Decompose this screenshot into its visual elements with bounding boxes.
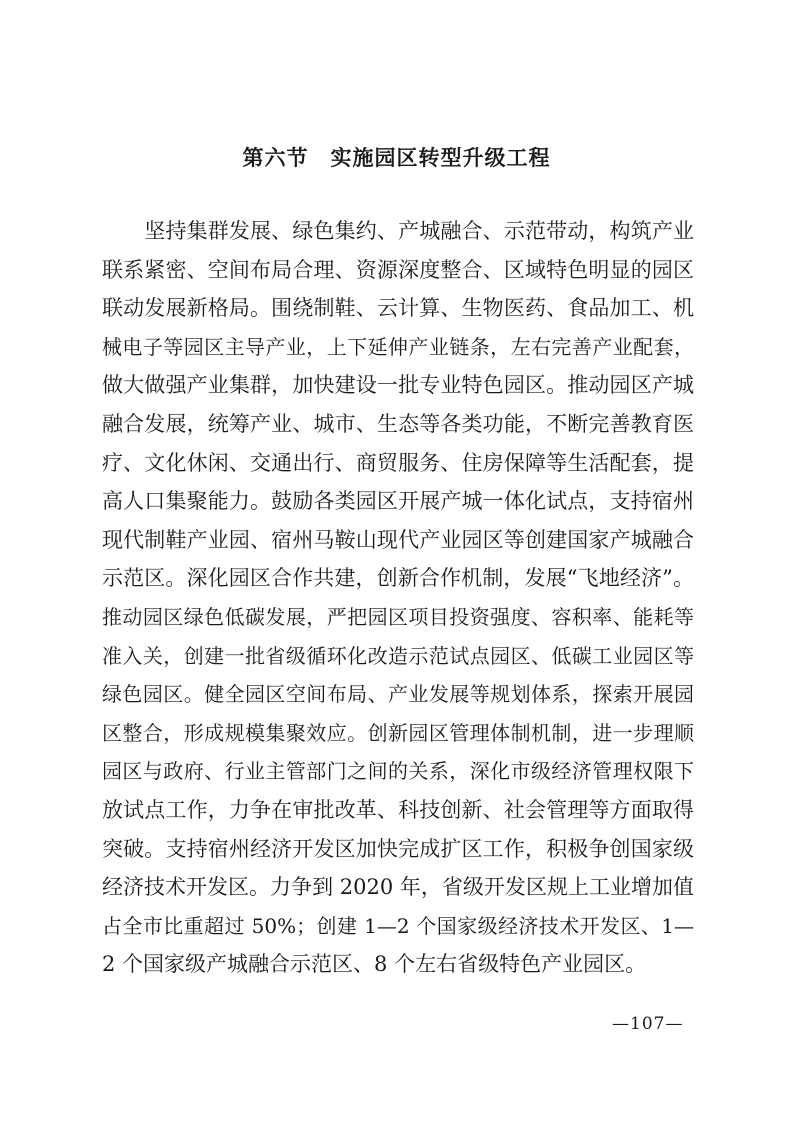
text-line: 械电子等园区主导产业，上下延伸产业链条，左右完善产业配套， — [102, 334, 694, 359]
text-line: 园区与政府、行业主管部门之间的关系，深化市级经济管理权限下 — [102, 759, 694, 784]
text-line: 坚持集群发展、绿色集约、产城融合、示范带动，构筑产业 — [102, 219, 694, 243]
text-line: 高人口集聚能力。鼓励各类园区开展产城一体化试点，支持宿州 — [102, 489, 694, 514]
text-line: 疗、文化休闲、交通出行、商贸服务、住房保障等生活配套，提 — [102, 450, 694, 475]
text-line: 区整合，形成规模集聚效应。创新园区管理体制机制，进一步理顺 — [102, 720, 694, 745]
text-line: 放试点工作，力争在审批改革、科技创新、社会管理等方面取得 — [102, 797, 694, 822]
text-line: 现代制鞋产业园、宿州马鞍山现代产业园区等创建国家产城融合 — [102, 527, 694, 552]
section-title: 第六节 实施园区转型升级工程 — [242, 146, 551, 170]
text-line: 示范区。深化园区合作共建，创新合作机制，发展“飞地经济”。 — [102, 566, 694, 591]
page-number: —107— — [612, 1014, 684, 1034]
text-line: 推动园区绿色低碳发展，严把园区项目投资强度、容积率、能耗等 — [102, 604, 694, 629]
text-line: 2 个国家级产城融合示范区、8 个左右省级特色产业园区。 — [102, 952, 647, 977]
text-line: 做大做强产业集群，加快建设一批专业特色园区。推动园区产城 — [102, 373, 694, 398]
text-line: 占全市比重超过 50%；创建 1—2 个国家级经济技术开发区、1— — [102, 913, 694, 938]
text-line: 经济技术开发区。力争到 2020 年，省级开发区规上工业增加值 — [102, 875, 694, 900]
text-line: 准入关，创建一批省级循环化改造示范试点园区、低碳工业园区等 — [102, 643, 694, 668]
text-line: 绿色园区。健全园区空间布局、产业发展等规划体系，探索开展园 — [102, 682, 694, 707]
text-line: 融合发展，统筹产业、城市、生态等各类功能，不断完善教育医 — [102, 411, 694, 436]
body-paragraph — [102, 212, 694, 984]
text-line: 联动发展新格局。围绕制鞋、云计算、生物医药、食品加工、机 — [102, 296, 694, 321]
text-line: 联系紧密、空间布局合理、资源深度整合、区域特色明显的园区 — [102, 257, 694, 282]
text-line: 突破。支持宿州经济开发区加快完成扩区工作，积极争创国家级 — [102, 836, 694, 861]
